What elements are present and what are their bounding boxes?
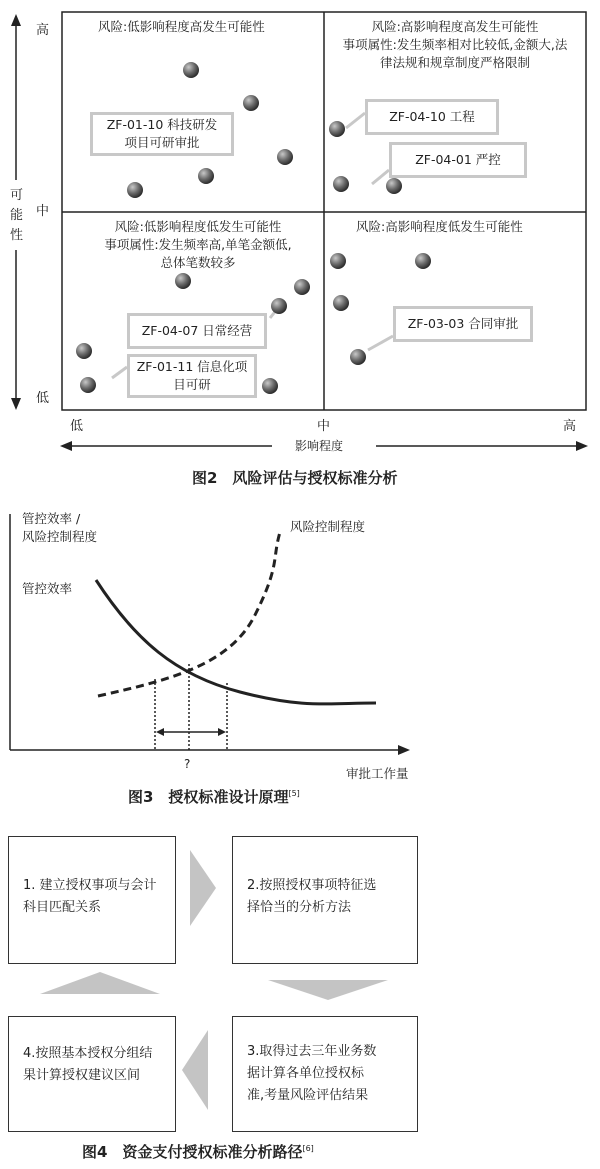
callout-zf-01-10: ZF-01-10 科技研发 项目可研审批: [90, 112, 234, 156]
fig3-risk-label: 风险控制程度: [290, 519, 366, 534]
fig3-question-mark: ?: [184, 757, 191, 771]
quadrant-bottom-left-text: 风险:低影响程度低发生可能性 事项属性:发生频率高,单笔金额低, 总体笔数较多: [104, 219, 292, 270]
callout-zf-01-11: ZF-01-11 信息化项 目可研: [127, 354, 257, 398]
fig4-caption-ref: [6]: [302, 1144, 314, 1153]
fig4-caption-text: 图4 资金支付授权标准分析路径: [82, 1143, 303, 1161]
fig3-x-axis-label: 审批工作量: [346, 766, 409, 781]
arrow-down: [268, 980, 388, 1000]
step-1-box: 1. 建立授权事项与会计 科目匹配关系: [8, 836, 176, 964]
fig2-y-high: 高: [36, 23, 50, 38]
callout-zf-04-10: ZF-04-10 工程: [365, 99, 499, 135]
fig2-caption: 图2 风险评估与授权标准分析: [192, 469, 398, 487]
callout-zf-04-07: ZF-04-07 日常经营: [127, 313, 267, 349]
arrow-left: [182, 1030, 208, 1110]
fig2-x-high: 高: [563, 419, 577, 434]
fig2-x-mid: 中: [317, 419, 331, 434]
fig2-x-label: 影响程度: [295, 439, 344, 453]
step-4-box: 4.按照基本授权分组结 果计算授权建议区间: [8, 1016, 176, 1132]
fig3-efficiency-label: 管控效率: [22, 581, 73, 596]
fig2-x-low: 低: [70, 419, 84, 434]
callout-zf-03-03: ZF-03-03 合同审批: [393, 306, 533, 342]
step-2-box: 2.按照授权事项特征选 择恰当的分析方法: [232, 836, 418, 964]
callout-zf-04-01: ZF-04-01 严控: [389, 142, 527, 178]
fig4-caption: [82, 1141, 314, 1162]
fig2-y-label: 可 能 性: [10, 188, 24, 243]
fig3-caption-ref: [5]: [288, 789, 300, 798]
arrow-right: [190, 850, 216, 926]
quadrant-top-right-text: 风险:高影响程度高发生可能性 事项属性:发生频率相对比较低,金额大,法 律法规和规章制度严格限制: [342, 19, 568, 70]
fig2-y-low: 低: [36, 391, 50, 406]
step-3-box: 3.取得过去三年业务数 据计算各单位授权标 准,考量风险评估结果: [232, 1016, 418, 1132]
fig3-caption-text: 图3 授权标准设计原理: [128, 788, 289, 806]
fig2-y-mid: 中: [36, 204, 50, 219]
arrow-up: [40, 972, 160, 994]
fig3-y-axis-label: 管控效率 / 风险控制程度: [22, 511, 98, 544]
quadrant-bottom-right-text: 风险:高影响程度低发生可能性: [356, 219, 523, 234]
quadrant-top-left-text: 风险:低影响程度高发生可能性: [98, 19, 265, 34]
